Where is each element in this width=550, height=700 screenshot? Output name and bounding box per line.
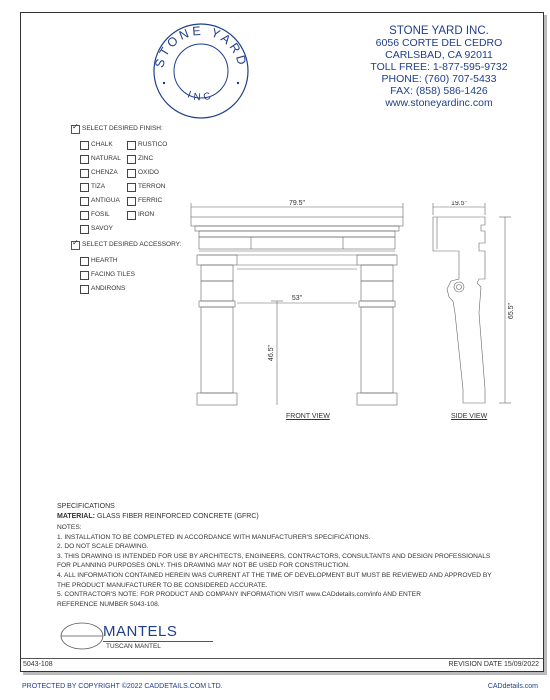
company-info [349,25,529,109]
front-view-label: FRONT VIEW [286,413,330,420]
finish-checkbox-ferric[interactable] [127,197,136,206]
svg-text:INC [186,89,216,103]
accessory-label-facing-tiles: FACING TILES [91,271,135,278]
finish-checkbox-oxido[interactable] [127,169,136,178]
side-view-label: SIDE VIEW [451,413,488,420]
note-line: 2. DO NOT SCALE DRAWING. [57,543,149,551]
finish-checkbox-tiza[interactable] [80,183,89,192]
side-height-dim: 65.5" [508,302,515,320]
finish-checkbox-zinc[interactable] [127,155,136,164]
note-line: THE PRODUCT MANUFACTURER TO BE CONSIDERED ACCURATE. [57,581,268,589]
reference-number: 5043-108 [23,661,53,668]
drawing-title: MANTELS [103,623,178,640]
stone-yard-logo [151,21,251,121]
drawing-sheet [20,12,544,672]
finish-label-rustico: RUSTICO [138,141,168,148]
logo-bottom-text: INC [185,89,217,104]
company-website[interactable]: www.stoneyardinc.com [385,97,493,109]
company-address2: CARLSBAD, CA 92011 [385,49,493,61]
finish-label-antigua: ANTIGUA [91,197,120,204]
note-line: 1. INSTALLATION TO BE COMPLETED IN ACCORDANCE WITH MANUFACTURER'S SPECIFICATIONS. [57,533,371,541]
company-name: STONE YARD INC. [389,25,489,37]
company-fax: FAX: (858) 586-1426 [390,85,488,97]
finish-checkbox-terron[interactable] [127,183,136,192]
finish-checkbox-antigua[interactable] [80,197,89,206]
note-line: 5. CONTRACTOR'S NOTE: FOR PRODUCT AND COMPANY INFORMATION VISIT www.CADdetails.com/info AND ENTER [57,591,421,599]
note-line: 4. ALL INFORMATION CONTAINED HEREIN WAS CURRENT AT THE TIME OF DEVELOPMENT BUT MUST BE REVIEWED AND APPROVED BY [57,571,492,579]
material-label: MATERIAL: [57,513,95,520]
finish-section-checkbox[interactable] [71,125,80,134]
company-tollfree: TOLL FREE: 1-877-595-9732 [370,61,508,73]
finish-label-tiza: TIZA [91,183,106,190]
finish-checkbox-savoy[interactable] [80,225,89,234]
finish-label-fosil: FOSIL [91,211,110,218]
svg-text:STONE YARD [152,24,249,69]
company-phone: PHONE: (760) 707-5433 [381,73,497,85]
finish-checkbox-rustico[interactable] [127,141,136,150]
logo-top-text: STONE YARD [152,23,250,70]
title-bubble-icon [59,621,105,651]
note-line: FOR PLANNING PURPOSES ONLY. THIS DRAWING MAY NOT BE USED FOR CONSTRUCTION. [57,562,350,570]
accessory-label-andirons: ANDIRONS [91,285,126,292]
caddetails-brand[interactable]: CADdetails.com [487,683,538,690]
finish-label-iron: IRON [138,211,155,218]
sheet-divider [21,658,543,659]
front-opening-width-dim: 53" [291,295,303,302]
note-line: 3. THIS DRAWING IS INTENDED FOR USE BY ARCHITECTS, ENGINEERS, CONTRACTORS, CONSULTANTS AND DESIGN PROFESSIONALS [57,552,491,560]
specs-heading: SPECIFICATIONS [57,503,115,510]
accessory-section-checkbox[interactable] [71,241,80,250]
finish-label-natural: NATURAL [91,155,121,162]
material-value: GLASS FIBER REINFORCED CONCRETE (GFRC) [96,513,259,520]
accessory-label-hearth: HEARTH [91,257,118,264]
front-opening-height-dim: 46.5" [268,344,275,362]
accessory-heading: SELECT DESIRED ACCESSORY: [82,241,182,248]
finish-label-ferric: FERRIC [138,197,163,204]
copyright-text: PROTECTED BY COPYRIGHT ©2022 CADDETAILS.COM LTD. [22,683,223,690]
notes-block [57,523,492,609]
side-depth-dim: 19.5" [450,201,468,207]
notes-heading: NOTES: [57,524,82,531]
finish-label-savoy: SAVOY [91,225,113,232]
finish-label-oxido: OXIDO [138,169,159,176]
finish-label-zinc: ZINC [138,155,154,162]
finish-checkbox-fosil[interactable] [80,211,89,220]
finish-label-chalk: CHALK [91,141,113,148]
side-view-drawing [419,201,529,413]
finish-label-chenza: CHENZA [91,169,118,176]
note-line: REFERENCE NUMBER 5043-108. [57,600,160,608]
specs-material [57,513,259,520]
company-address1: 6056 CORTE DEL CEDRO [375,37,503,49]
accessory-checkbox-andirons[interactable] [80,285,89,294]
front-width-dim: 79.5" [288,200,306,207]
finish-heading: SELECT DESIRED FINISH: [82,125,163,132]
accessory-checkbox-facing-tiles[interactable] [80,271,89,280]
finish-checkbox-chalk[interactable] [80,141,89,150]
front-view-drawing [181,193,411,423]
title-underline [103,641,213,642]
revision-date: REVISION DATE 15/09/2022 [448,661,539,668]
finish-checkbox-chenza[interactable] [80,169,89,178]
drawing-subtitle: TUSCAN MANTEL [106,643,161,650]
accessory-checkbox-hearth[interactable] [80,257,89,266]
finish-checkbox-iron[interactable] [127,211,136,220]
finish-label-terron: TERRON [138,183,166,190]
finish-checkbox-natural[interactable] [80,155,89,164]
